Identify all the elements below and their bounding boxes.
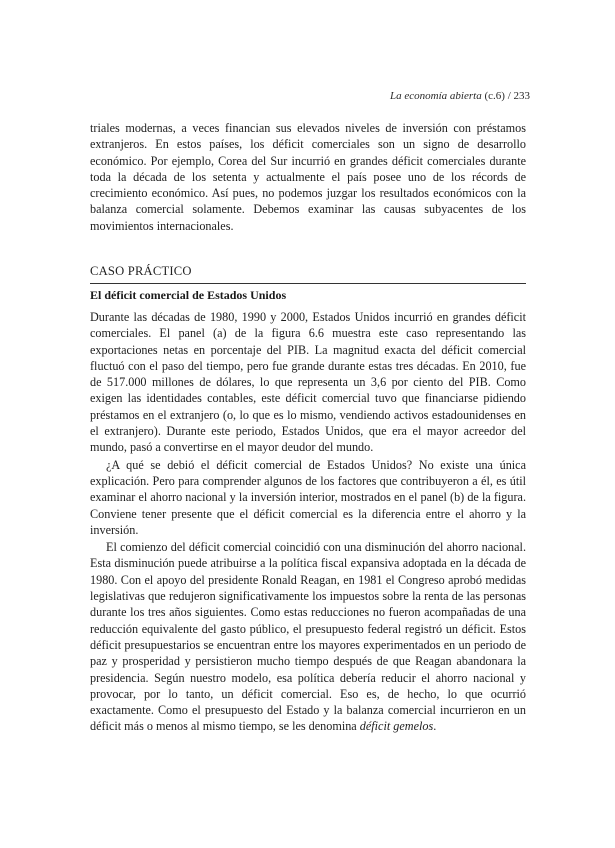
section-divider [90,283,526,284]
case-study-title: El déficit comercial de Estados Unidos [90,288,287,302]
case-paragraph-1: Durante las décadas de 1980, 1990 y 2000, Estados Unidos incurrió en grandes déficit comerciales. El panel (a) de la figura 6.6 muestra este caso representando las exportaciones netas en porcentaje del PIB. La magnitud exacta del déficit comercial fluctuó con el paso del tiempo, pero fue grande durante estas tres décadas. En 2010, fue de 517.000 millones de dólares, lo que representa un 3,6 por ciento del PIB. Como exigen las identidades contables, este déficit comercial tuvo que financiarse pidiendo préstamos en el extranjero (o, lo que es lo mismo, vendiendo activos estadounidenses en el extranjero). Durante este periodo, Estados Unidos, que era el mayor acreedor del mundo, pasó a convertirse en el mayor deudor del mundo. [90,310,526,455]
running-header [90,89,530,103]
running-title: La economía abierta [390,90,482,102]
header-separator: / [507,90,511,102]
case-paragraph-3-text: El comienzo del déficit comercial coincidió con una disminución del ahorro nacional. Esta disminución puede atribuirse a la política fiscal expansiva adoptada en la década de 1980. Con el apoyo del presidente Ronald Reagan, en 1981 el Congreso aprobó medidas legislativas que redujeron significativamente los impuestos sobre la renta de las personas durante los tres años siguientes. Como estas reducciones no fueron acompañadas de una reducción equivalente del gasto público, el presupuesto federal registró un déficit. Estos déficit presupuestarios se encuentran entre los mayores experimentados en un periodo de paz y prosperidad y persistieron mucho tiempo después de que Reagan abandonara la presidencia. Según nuestro modelo, esa política debería reducir el ahorro nacional y provocar, por lo tanto, un déficit comercial. Eso es, de hecho, lo que ocurrió exactamente. Como el presupuesto del Estado y la balanza comercial incurrieron en un déficit más o menos al mismo tiempo, se les denomina [90,540,526,734]
intro-paragraph: triales modernas, a veces financian sus elevados niveles de inversión con préstamos extranjeros. En estos países, los déficit comerciales son un signo de desarrollo económico. Por ejemplo, Corea del Sur incurrió en grandes déficit comerciales durante toda la década de los setenta y actualmente el país posee uno de los récords de crecimiento económico. Así pues, no podemos juzgar los resultados económicos con la balanza comercial solamente. Debemos examinar las causas subyacentes de los movimientos internacionales. [90,121,526,233]
term-deficit-gemelos: déficit gemelos [359,719,434,734]
section-label: CASO PRÁCTICO [90,264,192,278]
case-study-body [90,309,526,735]
case-paragraph-3-end: . [433,719,437,734]
case-paragraph-2: ¿A qué se debió el déficit comercial de Estados Unidos? No existe una única explicación. Pero para comprender algunos de los factores que contribuyeron a él, es útil examinar el ahorro nacional y la inversión interior, mostrados en el panel (b) de la figura. Conviene tener presente que el déficit comercial es la diferencia entre el ahorro y la inversión. [90,457,526,537]
chapter-ref: (c.6) [484,90,505,102]
case-paragraph-3 [90,539,526,735]
intro-text [90,120,526,234]
page-number: 233 [513,90,530,102]
